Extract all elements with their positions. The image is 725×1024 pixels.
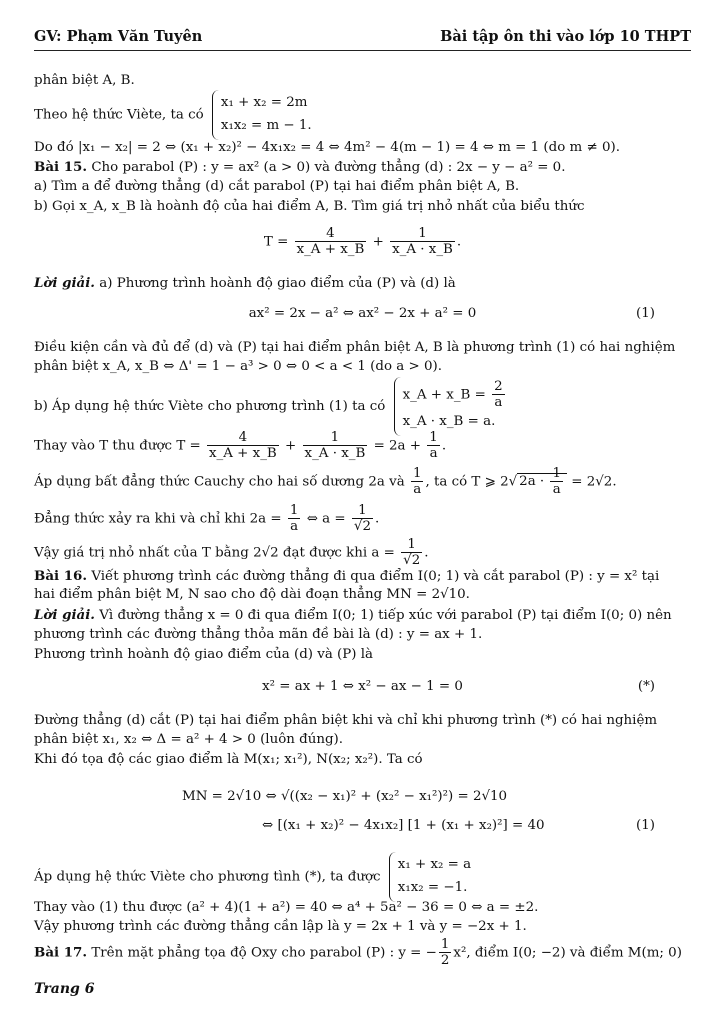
text-line: phân biệt A, B. bbox=[34, 73, 135, 88]
equality-line bbox=[34, 503, 379, 535]
system-eq: x₁ + x₂ = a bbox=[397, 857, 472, 872]
viete-system-line bbox=[34, 90, 312, 140]
denominator: a bbox=[552, 482, 561, 498]
equation-system bbox=[394, 377, 507, 436]
system-eq bbox=[403, 379, 507, 411]
solution-line bbox=[34, 275, 456, 293]
text: , ta có T ⩾ 2 bbox=[425, 474, 509, 490]
problem-text: Trên mặt phẳng tọa độ Oxy cho parabol (P) : y = − bbox=[91, 945, 437, 961]
page-header bbox=[34, 26, 691, 51]
equation-number: (1) bbox=[636, 818, 655, 833]
denominator: √2 bbox=[353, 519, 371, 535]
substitution-line bbox=[34, 430, 446, 462]
text: Đẳng thức xảy ra khi và chỉ khi 2a = bbox=[34, 511, 282, 527]
text: Vì đường thẳng x = 0 đi qua điểm I(0; 1) tiếp xúc với parabol (P) tại điểm I(0; 0) nên bbox=[99, 608, 672, 623]
T-expression bbox=[0, 226, 725, 258]
solution-label: Lời giải. bbox=[34, 275, 95, 291]
math: 2a · bbox=[519, 474, 545, 490]
denominator: x_A · x_B bbox=[392, 242, 453, 258]
system-eq: x₁ + x₂ = 2m bbox=[220, 95, 308, 110]
text: b) Áp dụng hệ thức Viète cho phương trình (1) ta có bbox=[34, 398, 386, 414]
minimum-line bbox=[34, 537, 428, 569]
equation-star: x² = ax + 1 ⇔ x² − ax − 1 = 0 bbox=[262, 679, 463, 694]
denominator: a bbox=[429, 446, 438, 462]
cauchy-line bbox=[34, 466, 617, 498]
solution-line bbox=[34, 607, 672, 625]
text: Thay vào T thu được T = bbox=[34, 438, 201, 454]
denominator: a bbox=[413, 482, 422, 498]
numerator: 2 bbox=[494, 379, 503, 394]
text: Áp dụng hệ thức Viète cho phương tình (*), ta được bbox=[34, 869, 381, 885]
fraction bbox=[207, 430, 279, 462]
text-line: Vậy phương trình các đường thẳng cần lập là y = 2x + 1 và y = −2x + 1. bbox=[34, 919, 527, 934]
denominator: a bbox=[494, 395, 503, 411]
fraction bbox=[295, 226, 367, 258]
equation-1: ax² = 2x − a² ⇔ ax² − 2x + a² = 0 bbox=[248, 306, 477, 321]
numerator: 1 bbox=[552, 466, 561, 481]
denominator: x_A + x_B bbox=[296, 242, 365, 258]
denominator: √2 bbox=[403, 553, 421, 569]
equation-system bbox=[389, 852, 471, 902]
numerator: 4 bbox=[207, 430, 279, 446]
text-line: phương trình các đường thẳng thỏa mãn đề bài là (d) : y = ax + 1. bbox=[34, 627, 483, 642]
page-number: Trang 6 bbox=[34, 981, 95, 997]
viete-line bbox=[34, 852, 471, 902]
text: Theo hệ thức Viète, ta có bbox=[34, 107, 204, 123]
solution-label: Lời giải. bbox=[34, 607, 95, 623]
solution-b-line bbox=[34, 377, 507, 436]
sqrt-content bbox=[517, 466, 567, 498]
problem-text: Cho parabol (P) : y = ax² (a > 0) và đường thẳng (d) : 2x − y − a² = 0. bbox=[91, 160, 566, 175]
fraction bbox=[492, 379, 505, 411]
fraction bbox=[352, 503, 373, 535]
text-line: hai điểm phân biệt M, N sao cho độ dài đoạn thẳng MN = 2√10. bbox=[34, 587, 470, 602]
problem-17 bbox=[34, 937, 682, 969]
numerator: 1 bbox=[401, 537, 422, 553]
text: Vậy giá trị nhỏ nhất của T bằng 2√2 đạt được khi a = bbox=[34, 545, 395, 561]
fraction bbox=[401, 537, 422, 569]
numerator: 1 bbox=[429, 430, 438, 445]
system-eq: x₁x₂ = m − 1. bbox=[220, 117, 312, 133]
math: . bbox=[456, 234, 462, 250]
text-line: Do đó |x₁ − x₂| = 2 ⇔ (x₁ + x₂)² − 4x₁x₂ = 4 ⇔ 4m² − 4(m − 1) = 4 ⇔ m = 1 (do m ≠ 0). bbox=[34, 140, 620, 155]
fraction bbox=[439, 937, 452, 969]
author-name: GV: Phạm Văn Tuyên bbox=[34, 28, 203, 45]
equation-system bbox=[212, 90, 312, 140]
denominator: x_A + x_B bbox=[209, 446, 277, 462]
problem-15 bbox=[34, 159, 565, 177]
text-line: a) Tìm a để đường thẳng (d) cắt parabol (P) tại hai điểm phân biệt A, B. bbox=[34, 179, 520, 194]
text-line: phân biệt x₁, x₂ ⇔ Δ = a² + 4 > 0 (luôn đúng). bbox=[34, 732, 344, 747]
math: ⇔ a = bbox=[306, 511, 346, 527]
equation-number: (1) bbox=[636, 306, 655, 321]
text-line: Điều kiện cần và đủ để (d) và (P) tại hai điểm phân biệt A, B là phương trình (1) có hai nghiệm bbox=[34, 340, 676, 355]
denominator: 2 bbox=[440, 953, 450, 969]
document-title: Bài tập ôn thi vào lớp 10 THPT bbox=[440, 28, 691, 45]
numerator: 1 bbox=[352, 503, 373, 519]
fraction bbox=[550, 466, 563, 498]
math: x_A + x_B = bbox=[402, 387, 486, 403]
fraction bbox=[411, 466, 424, 498]
math: . bbox=[374, 511, 380, 527]
text-line: phân biệt x_A, x_B ⇔ Δ' = 1 − a³ > 0 ⇔ 0 < a < 1 (do a > 0). bbox=[34, 359, 442, 374]
problem-text: Viết phương trình các đường thẳng đi qua điểm I(0; 1) và cắt parabol (P) : y = x² tại bbox=[91, 569, 660, 584]
math: . bbox=[424, 545, 429, 561]
denominator: a bbox=[290, 519, 299, 535]
numerator: 1 bbox=[390, 226, 455, 242]
mn-equation-1: MN = 2√10 ⇔ √((x₂ − x₁)² + (x₂² − x₁²)²) = 2√10 bbox=[182, 789, 508, 804]
text-line: Thay vào (1) thu được (a² + 4)(1 + a²) = 40 ⇔ a⁴ + 5a² − 36 = 0 ⇔ a = ±2. bbox=[34, 900, 539, 915]
sqrt-sign: √ bbox=[508, 474, 518, 490]
system-eq: x_A · x_B = a. bbox=[402, 413, 496, 429]
text-line: b) Gọi x_A, x_B là hoành độ của hai điểm A, B. Tìm giá trị nhỏ nhất của biểu thức bbox=[34, 199, 585, 214]
system-eq: x₁x₂ = −1. bbox=[397, 879, 468, 895]
fraction bbox=[390, 226, 455, 258]
numerator: 1 bbox=[440, 937, 450, 952]
equation-number: (*) bbox=[637, 679, 655, 694]
math: = 2a + bbox=[373, 438, 422, 454]
problem-title: Bài 17. bbox=[34, 944, 88, 961]
problem-title: Bài 16. bbox=[34, 568, 88, 584]
math: T = bbox=[263, 234, 289, 250]
fraction bbox=[288, 503, 301, 535]
problem-16 bbox=[34, 568, 659, 586]
numerator: 4 bbox=[295, 226, 367, 242]
numerator: 1 bbox=[303, 430, 368, 446]
fraction bbox=[303, 430, 368, 462]
problem-title: Bài 15. bbox=[34, 159, 88, 175]
fraction bbox=[427, 430, 440, 462]
math: . bbox=[441, 438, 447, 454]
text: a) Phương trình hoành độ giao điểm của (P) và (d) là bbox=[99, 276, 456, 291]
denominator: x_A · x_B bbox=[304, 446, 366, 462]
text-line: Đường thẳng (d) cắt (P) tại hai điểm phân biệt khi và chỉ khi phương trình (*) có hai nghiệm bbox=[34, 713, 658, 728]
numerator: 1 bbox=[289, 503, 299, 518]
problem-text: x², điểm I(0; −2) và điểm M(m; 0) bbox=[453, 945, 682, 961]
mn-equation-2: ⇔ [(x₁ + x₂)² − 4x₁x₂] [1 + (x₁ + x₂)²] = 40 bbox=[262, 818, 545, 833]
math: + bbox=[372, 234, 384, 250]
text-line: Khi đó tọa độ các giao điểm là M(x₁; x₁²), N(x₂; x₂²). Ta có bbox=[34, 752, 423, 767]
math: = 2√2. bbox=[571, 474, 617, 490]
numerator: 1 bbox=[412, 466, 422, 481]
math: + bbox=[285, 438, 297, 454]
text-line: Phương trình hoành độ giao điểm của (d) và (P) là bbox=[34, 647, 374, 662]
text: Áp dụng bất đẳng thức Cauchy cho hai số dương 2a và bbox=[34, 474, 405, 490]
